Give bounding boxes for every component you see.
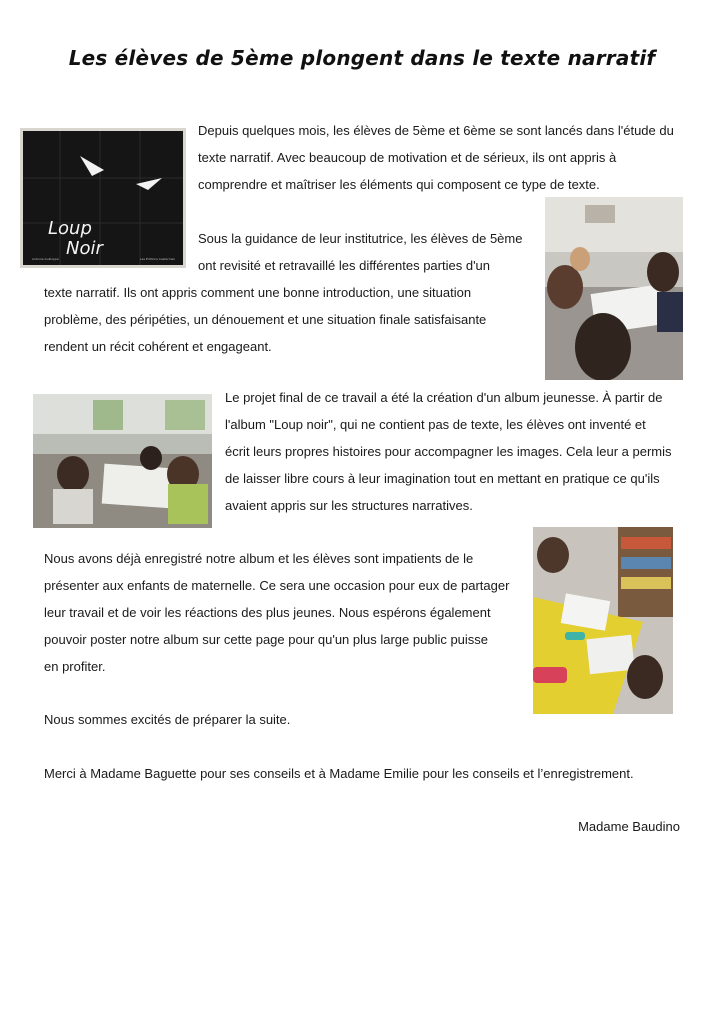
paragraph-1-line-1: Depuis quelques mois, les élèves de 5ème et 6ème se sont lancés dans l'étude du (198, 123, 674, 138)
paragraph-3-line-2: l'album "Loup noir", qui ne contient pas de texte, les élèves ont inventé et (225, 417, 646, 432)
paragraph-5: Nous sommes excités de préparer la suite. (44, 712, 291, 727)
paragraph-4-line-4: pouvoir poster notre album sur cette page pour qu'un plus large public puisse (44, 632, 489, 647)
signature: Madame Baudino (578, 819, 680, 834)
paragraph-3-line-1: Le projet final de ce travail a été la création d'un album jeunesse. À partir de (225, 390, 663, 405)
paragraph-2-line-5: rendent un récit cohérent et engageant. (44, 339, 272, 354)
paragraph-3-line-5: avaient appris sur les structures narratives. (225, 498, 473, 513)
paragraph-3-line-3: écrit leurs propres histoires pour accompagner les images. Cela leur a permis (225, 444, 672, 459)
paragraph-4-line-2: présenter aux enfants de maternelle. Ce sera une occasion pour eux de partager (44, 578, 510, 593)
paragraph-2-line-1: Sous la guidance de leur institutrice, les élèves de 5ème (198, 231, 523, 246)
paragraph-4-line-1: Nous avons déjà enregistré notre album et les élèves sont impatients de le (44, 551, 474, 566)
paragraph-4-line-3: leur travail et de voir les réactions des plus jeunes. Nous espérons également (44, 605, 491, 620)
classroom-photo-yellow-tables (533, 527, 673, 714)
page-title: Les élèves de 5ème plongent dans le texte narratif (68, 46, 656, 70)
paragraph-2-line-4: problème, des péripéties, un dénouement et une situation finale satisfaisante (44, 312, 487, 327)
classroom-photo-students-writing (545, 197, 683, 380)
paragraph-3-line-4: de laisser libre cours à leur imagination tout en mettant en pratique ce qu'ils (225, 471, 660, 486)
cover-publisher: Les Éditions Casterman (140, 257, 176, 261)
paragraph-2-line-2: ont revisité et retravaillé les différentes parties d'un (198, 258, 491, 273)
cover-title-line2: Noir (66, 238, 103, 259)
paragraph-2-line-3: texte narratif. Ils ont appris comment une bonne introduction, une situation (44, 285, 472, 300)
loup-noir-cover-image (20, 128, 186, 268)
cover-title-line1: Loup (48, 218, 92, 239)
paragraph-6: Merci à Madame Baguette pour ses conseils et à Madame Emilie pour les conseils et l’enregistrement. (44, 766, 634, 781)
cover-author: Antoine Guilloppé (32, 257, 59, 261)
paragraph-4-line-5: en profiter. (44, 659, 106, 674)
classroom-photo-group-work (33, 394, 212, 528)
paragraph-1-line-2: texte narratif. Avec beaucoup de motivation et de sérieux, ils ont appris à (198, 150, 617, 165)
paragraph-1-line-3: comprendre et maîtriser les éléments qui composent ce type de texte. (198, 177, 600, 192)
